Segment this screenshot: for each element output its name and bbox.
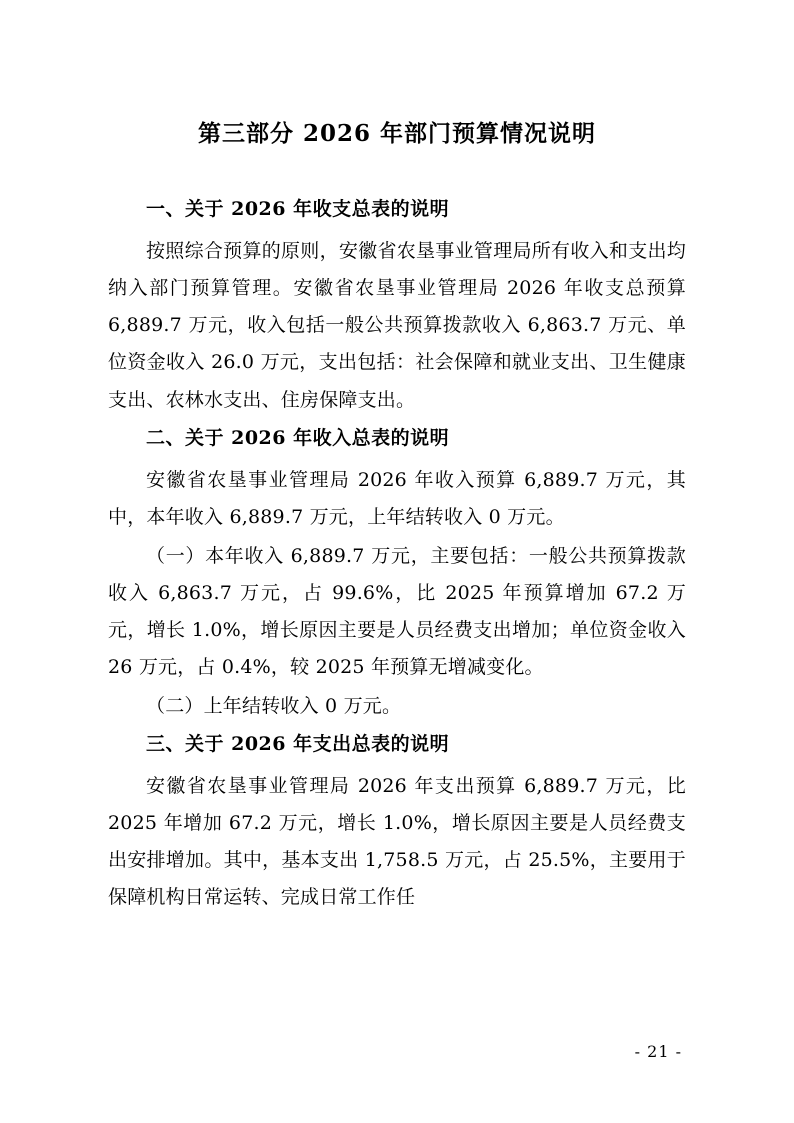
paragraph-1: 按照综合预算的原则，安徽省农垦事业管理局所有收入和支出均纳入部门预算管理。安徽省农垦事业管理局 2026 年收支总预算 6,889.7 万元，收入包括一般公共预算拨款收入 6,863.7 万元、单位资金收入 26.0 万元，支出包括：社会保障和就业支出、卫生健康支出、农林水支出、住房保障支出。	[108, 240, 686, 411]
paragraph-2: 安徽省农垦事业管理局 2026 年收入预算 6,889.7 万元，其中，本年收入 6,889.7 万元，上年结转收入 0 万元。	[108, 468, 686, 528]
paragraph-4: （二）上年结转收入 0 万元。	[146, 694, 402, 717]
paragraph-3: （一）本年收入 6,889.7 万元，主要包括：一般公共预算拨款收入 6,863.7 万元，占 99.6%，比 2025 年预算增加 67.2 万元，增长 1.0%，增长原因主要是人员经费支出增加；单位资金收入 26 万元，占 0.4%，较 2025 年预算无增减变化。	[108, 544, 686, 678]
section-heading-1: 一、关于 2026 年收支总表的说明	[146, 198, 450, 221]
paragraph-5: 安徽省农垦事业管理局 2026 年支出预算 6,889.7 万元，比 2025 年增加 67.2 万元，增长 1.0%，增长原因主要是人员经费支出安排增加。其中，基本支出 1,758.5 万元，占 25.5%，主要用于保障机构日常运转、完成日常工作任	[108, 775, 686, 909]
page-title: 第三部分 2026 年部门预算情况说明	[197, 120, 597, 147]
page-number: - 21 -	[634, 1042, 682, 1061]
section-heading-2: 二、关于 2026 年收入总表的说明	[146, 426, 450, 449]
section-heading-3: 三、关于 2026 年支出总表的说明	[146, 733, 450, 756]
